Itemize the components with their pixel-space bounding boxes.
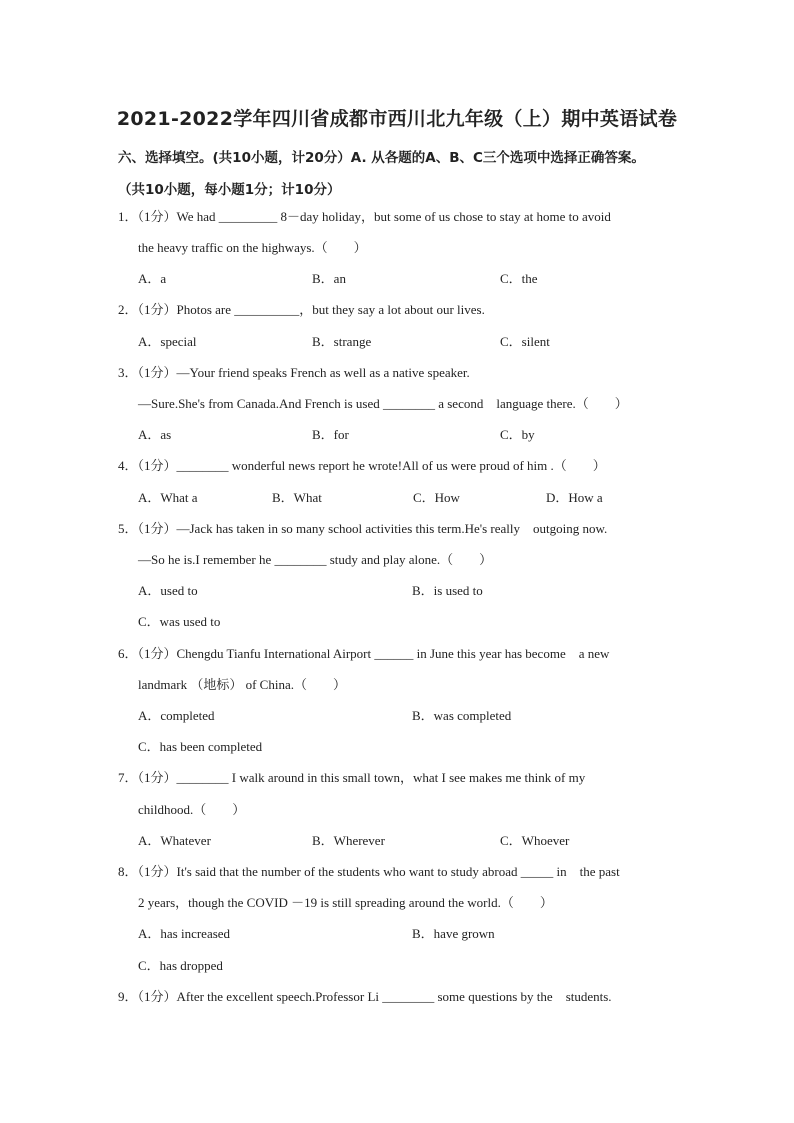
question-6-text: 6．（1分）Chengdu Tianfu International Airport ______ in June this year has become a new	[118, 646, 610, 661]
question-8-text-cont: 2 years，though the COVID －19 is still spreading around the world.（ ）	[138, 895, 553, 910]
question-3-text-cont: —Sure.She's from Canada.And French is used ________ a second language there.（ ）	[138, 396, 628, 411]
question-2-option-c: C．silent	[500, 334, 550, 349]
question-3-option-c: C．by	[500, 427, 535, 442]
question-4-option-b: B．What	[272, 490, 322, 505]
question-1-option-a: A．a	[138, 271, 167, 286]
question-6-option-c: C．has been completed	[138, 739, 263, 754]
question-8-option-a: A．has increased	[138, 926, 231, 941]
question-1-option-c: C．the	[500, 271, 538, 286]
question-7-option-a: A．Whatever	[138, 833, 211, 848]
question-3-text: 3．（1分）—Your friend speaks French as well as a native speaker.	[118, 365, 470, 380]
question-4-option-c: C．How	[413, 490, 460, 505]
question-5-option-a: A．used to	[138, 583, 198, 598]
question-6-option-b: B．was completed	[412, 708, 512, 723]
question-9-text: 9．（1分）After the excellent speech.Professor Li ________ some questions by the students.	[118, 989, 612, 1004]
question-4-text: 4．（1分）________ wonderful news report he wrote!All of us were proud of him .（ ）	[118, 458, 606, 473]
question-1-text: 1．（1分）We had _________ 8－day holiday，but some of us chose to stay at home to avoid	[118, 209, 611, 224]
question-4-option-d: D．How a	[546, 490, 603, 505]
section-heading: 六、选择填空。(共10小题，计20分）A. 从各题的A、B、C三个选项中选择正确答案。	[118, 150, 645, 166]
question-2-option-b: B．strange	[312, 334, 372, 349]
question-8-text: 8．（1分）It's said that the number of the students who want to study abroad _____ in the past	[118, 864, 620, 879]
question-8-option-b: B．have grown	[412, 926, 495, 941]
question-7-text-cont: childhood.（ ）	[138, 802, 246, 817]
question-7-option-c: C．Whoever	[500, 833, 570, 848]
question-3-option-a: A．as	[138, 427, 172, 442]
question-5-option-b: B．is used to	[412, 583, 483, 598]
exam-title: 2021-2022学年四川省成都市西川北九年级（上）期中英语试卷	[116, 108, 678, 130]
question-4-option-a: A．What a	[138, 490, 198, 505]
question-6-option-a: A．completed	[138, 708, 215, 723]
question-1-option-b: B．an	[312, 271, 346, 286]
question-8-option-c: C．has dropped	[138, 958, 223, 973]
question-5-text: 5．（1分）—Jack has taken in so many school activities this term.He's really outgoing now.	[118, 521, 608, 536]
question-5-text-cont: —So he is.I remember he ________ study and play alone.（ ）	[138, 552, 493, 567]
question-6-text-cont: landmark （地标） of China.（ ）	[138, 677, 346, 692]
question-3-option-b: B．for	[312, 427, 349, 442]
question-5-option-c: C．was used to	[138, 614, 221, 629]
question-7-text: 7．（1分）________ I walk around in this small town，what I see makes me think of my	[118, 770, 586, 785]
question-2-text: 2．（1分）Photos are __________，but they say a lot about our lives.	[118, 302, 485, 317]
question-7-option-b: B．Wherever	[312, 833, 385, 848]
question-2-option-a: A．special	[138, 334, 197, 349]
section-subheading: （共10小题，每小题1分；计10分）	[118, 182, 341, 198]
question-1-text-cont: the heavy traffic on the highways.（ ）	[138, 240, 367, 255]
